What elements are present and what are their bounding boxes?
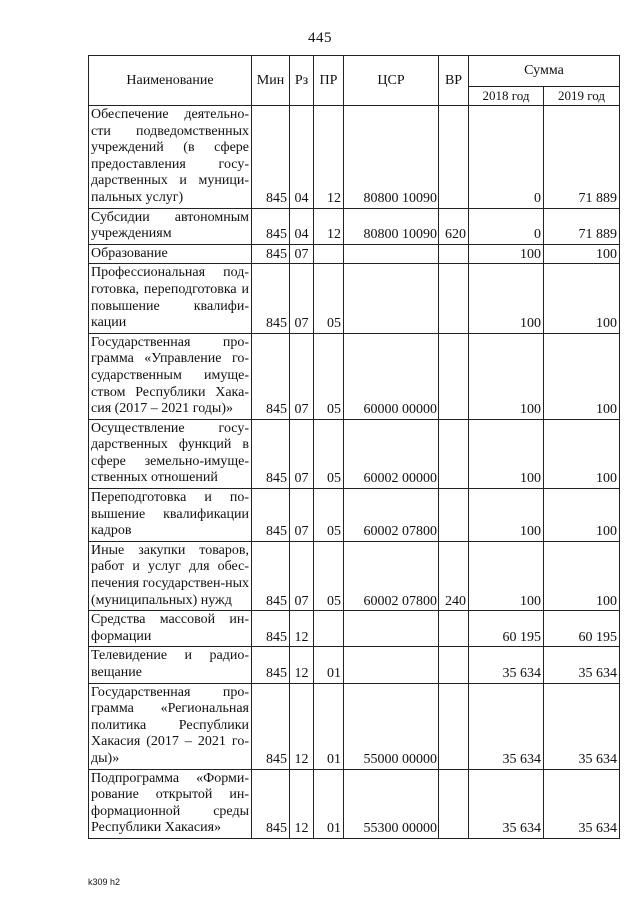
cell-pr: 01 <box>314 769 344 838</box>
budget-table <box>88 55 620 839</box>
cell-vr: 240 <box>439 541 469 610</box>
cell-2019: 71 889 <box>544 208 620 244</box>
cell-pr: 12 <box>314 106 344 209</box>
cell-vr <box>439 419 469 488</box>
table-row <box>89 769 620 838</box>
header-row <box>89 56 620 87</box>
cell-vr <box>439 489 469 542</box>
cell-vr <box>439 683 469 769</box>
cell-2019: 100 <box>544 419 620 488</box>
cell-name: Государственная про-грамма «Управление го-сударственным имуще-ством Республики Хака-сия (2017 – 2021 годы)» <box>89 333 252 419</box>
cell-2019: 100 <box>544 333 620 419</box>
cell-2018: 100 <box>469 264 544 333</box>
cell-rz: 07 <box>290 333 314 419</box>
cell-pr: 05 <box>314 264 344 333</box>
cell-name: Профессиональная под-готовка, переподготовка и повышение квалифи-кации <box>89 264 252 333</box>
cell-vr <box>439 264 469 333</box>
cell-rz: 07 <box>290 489 314 542</box>
cell-pr: 05 <box>314 333 344 419</box>
header-year-2018: 2018 год <box>469 87 544 106</box>
cell-pr: 05 <box>314 419 344 488</box>
cell-name: Подпрограмма «Форми-рование открытой ин-формационной среды Республики Хакасия» <box>89 769 252 838</box>
cell-min: 845 <box>252 333 290 419</box>
cell-rz: 07 <box>290 244 314 264</box>
table-row <box>89 611 620 647</box>
cell-csr: 60002 07800 <box>344 489 439 542</box>
cell-rz: 07 <box>290 264 314 333</box>
header-sum: Сумма <box>469 56 620 87</box>
cell-csr: 60002 07800 <box>344 541 439 610</box>
cell-2019: 100 <box>544 264 620 333</box>
cell-2018: 35 634 <box>469 769 544 838</box>
cell-rz: 04 <box>290 106 314 209</box>
cell-min: 845 <box>252 683 290 769</box>
cell-2019: 100 <box>544 541 620 610</box>
cell-2019: 35 634 <box>544 647 620 683</box>
cell-csr <box>344 244 439 264</box>
cell-rz: 04 <box>290 208 314 244</box>
cell-name: Осуществление госу-дарственных функций в сфере земельно-имуще-ственных отношений <box>89 419 252 488</box>
cell-vr <box>439 106 469 209</box>
cell-csr: 55000 00000 <box>344 683 439 769</box>
cell-pr: 01 <box>314 647 344 683</box>
cell-rz: 12 <box>290 611 314 647</box>
header-name: Наименование <box>89 56 252 106</box>
header-rz: Рз <box>290 56 314 106</box>
table-row <box>89 419 620 488</box>
cell-csr <box>344 647 439 683</box>
cell-2019: 35 634 <box>544 769 620 838</box>
table-row <box>89 106 620 209</box>
table-row <box>89 541 620 610</box>
page-number: 445 <box>308 30 332 46</box>
cell-2018: 100 <box>469 333 544 419</box>
cell-pr <box>314 244 344 264</box>
cell-name: Иные закупки товаров, работ и услуг для обес-печения государствен-ных (муниципальных) нужд <box>89 541 252 610</box>
cell-2019: 100 <box>544 244 620 264</box>
cell-pr: 01 <box>314 683 344 769</box>
cell-rz: 12 <box>290 683 314 769</box>
cell-name: Образование <box>89 244 252 264</box>
cell-min: 845 <box>252 769 290 838</box>
cell-2019: 100 <box>544 489 620 542</box>
cell-2018: 100 <box>469 541 544 610</box>
cell-min: 845 <box>252 208 290 244</box>
cell-pr: 12 <box>314 208 344 244</box>
cell-min: 845 <box>252 244 290 264</box>
cell-min: 845 <box>252 106 290 209</box>
cell-rz: 07 <box>290 419 314 488</box>
cell-csr <box>344 611 439 647</box>
cell-2019: 35 634 <box>544 683 620 769</box>
cell-min: 845 <box>252 647 290 683</box>
cell-csr: 80800 10090 <box>344 208 439 244</box>
cell-rz: 12 <box>290 769 314 838</box>
footer-code: k309 h2 <box>88 877 121 887</box>
cell-pr: 05 <box>314 489 344 542</box>
cell-vr <box>439 769 469 838</box>
cell-min: 845 <box>252 264 290 333</box>
cell-name: Переподготовка и по-вышение квалификации кадров <box>89 489 252 542</box>
table-row <box>89 333 620 419</box>
cell-2018: 100 <box>469 489 544 542</box>
cell-rz: 07 <box>290 541 314 610</box>
cell-csr <box>344 264 439 333</box>
cell-vr <box>439 611 469 647</box>
cell-min: 845 <box>252 419 290 488</box>
cell-pr <box>314 611 344 647</box>
cell-name: Средства массовой ин-формации <box>89 611 252 647</box>
cell-2018: 100 <box>469 419 544 488</box>
cell-2018: 60 195 <box>469 611 544 647</box>
cell-2019: 71 889 <box>544 106 620 209</box>
cell-vr <box>439 333 469 419</box>
table-row <box>89 264 620 333</box>
cell-2018: 35 634 <box>469 683 544 769</box>
cell-name: Телевидение и радио-вещание <box>89 647 252 683</box>
header-year-2019: 2019 год <box>544 87 620 106</box>
cell-vr <box>439 244 469 264</box>
cell-min: 845 <box>252 611 290 647</box>
cell-name: Обеспечение деятельно-сти подведомственных учреждений (в сфере предоставления госу-дарственных и муници-пальных услуг) <box>89 106 252 209</box>
cell-csr: 60002 00000 <box>344 419 439 488</box>
cell-csr: 60000 00000 <box>344 333 439 419</box>
table-row <box>89 683 620 769</box>
cell-name: Государственная про-грамма «Региональная политика Республики Хакасия (2017 – 2021 го-ды)» <box>89 683 252 769</box>
cell-2018: 0 <box>469 208 544 244</box>
table-row <box>89 244 620 264</box>
cell-2018: 0 <box>469 106 544 209</box>
table-body <box>89 106 620 839</box>
cell-csr: 80800 10090 <box>344 106 439 209</box>
table-row <box>89 647 620 683</box>
cell-vr <box>439 647 469 683</box>
cell-2019: 60 195 <box>544 611 620 647</box>
table-row <box>89 489 620 542</box>
table-row <box>89 208 620 244</box>
header-min: Мин <box>252 56 290 106</box>
cell-min: 845 <box>252 489 290 542</box>
cell-csr: 55300 00000 <box>344 769 439 838</box>
cell-2018: 35 634 <box>469 647 544 683</box>
header-vr: ВР <box>439 56 469 106</box>
cell-pr: 05 <box>314 541 344 610</box>
cell-min: 845 <box>252 541 290 610</box>
cell-vr: 620 <box>439 208 469 244</box>
cell-rz: 12 <box>290 647 314 683</box>
cell-name: Субсидии автономным учреждениям <box>89 208 252 244</box>
header-csr: ЦСР <box>344 56 439 106</box>
cell-2018: 100 <box>469 244 544 264</box>
header-pr: ПР <box>314 56 344 106</box>
